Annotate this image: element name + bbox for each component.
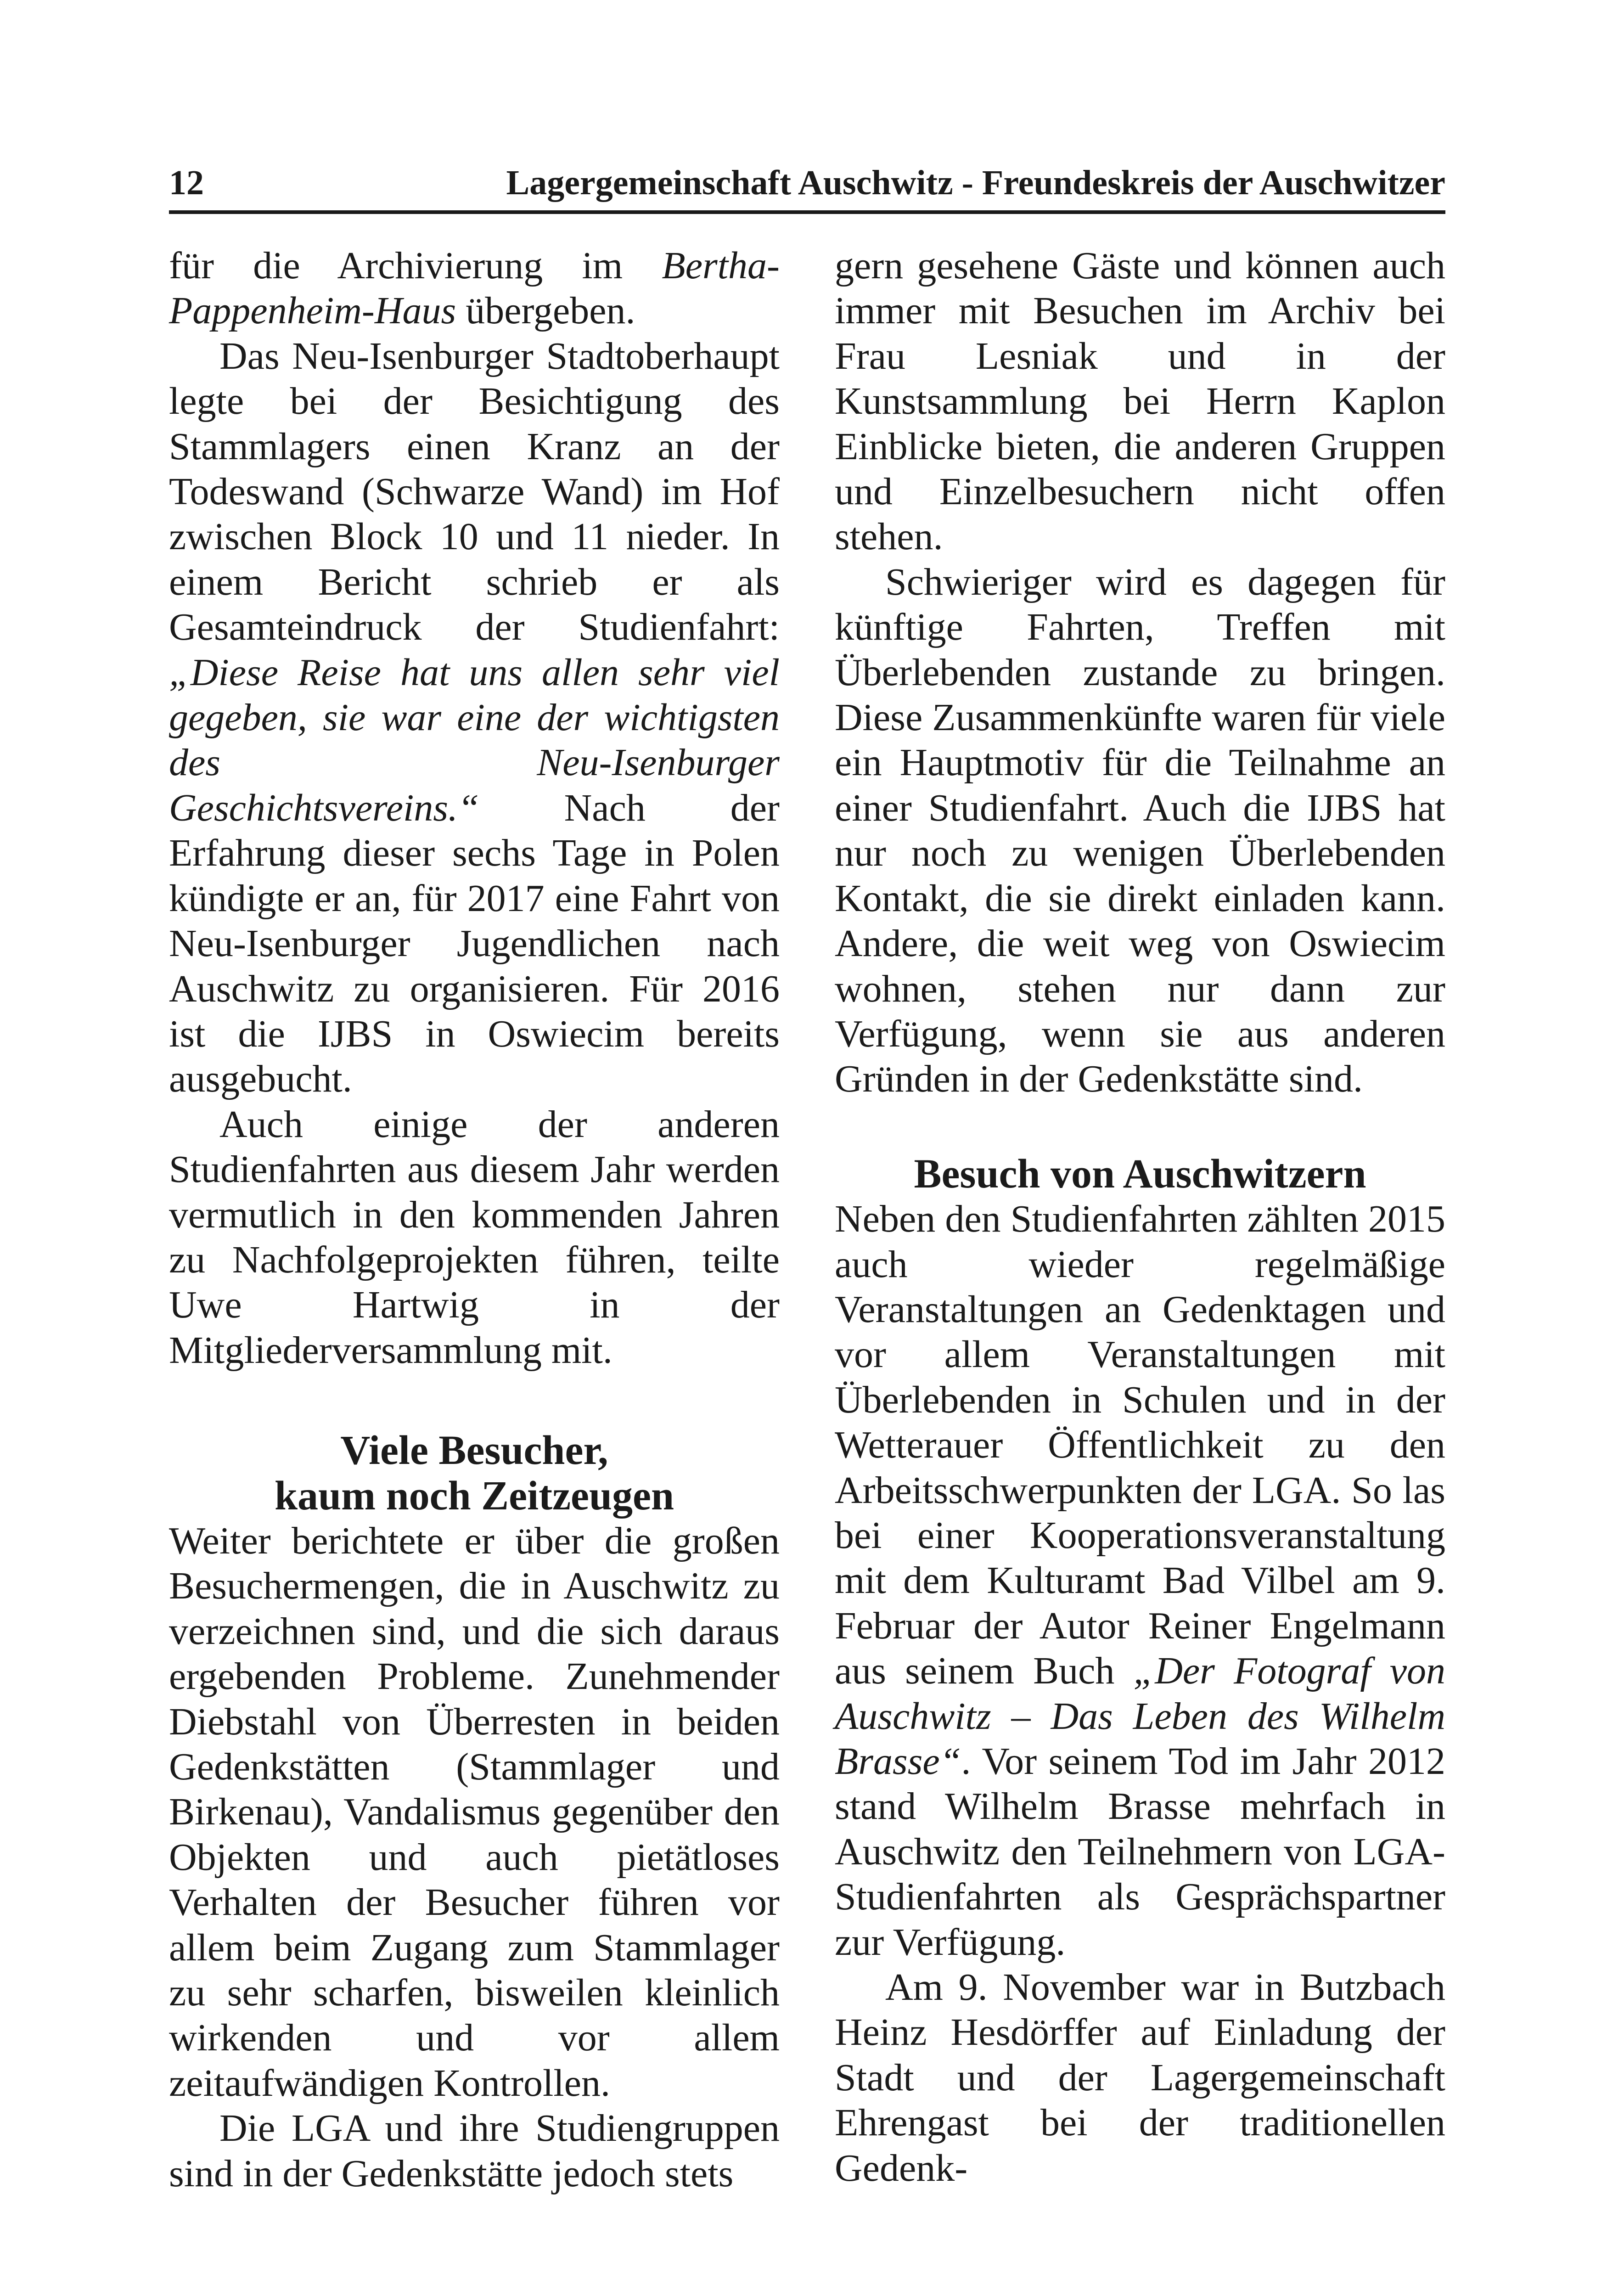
paragraph: Auch einige der anderen Studienfahrten aus diesem Jahr werden vermutlich in den kommenden Jahren zu Nachfolgeprojekten führen, teilte Uwe Hartwig in der Mitgliederversammlung mit. [169, 1103, 780, 1372]
section-heading: Besuch von Auschwitzern [914, 1151, 1366, 1197]
page-header [169, 155, 1445, 214]
paragraph-text: übergeben. [456, 289, 635, 332]
paragraph-text: Das Neu-Isenburger Stadtoberhaupt legte bei der Besichtigung des Stammlagers einen Kranz an der Todeswand (Schwarze Wand) im Hof zwischen Block 10 und 11 nieder. In einem Bericht schrieb er als Gesamteindruck der Studienfahrt: [169, 334, 780, 649]
paragraph [169, 243, 780, 334]
italic-text: Bertha-Pappenheim-Haus [169, 244, 780, 332]
running-title: Lagergemeinschaft Auschwitz - Freundeskreis der Auschwitzer [506, 163, 1445, 202]
paragraph [169, 334, 780, 1102]
paragraph [835, 1197, 1445, 1965]
left-column [169, 243, 780, 2196]
quote-text: „Diese Reise hat uns allen sehr viel gegeben, sie war eine der wichtigsten des Neu-Isenburger Geschichtsvereins.“ [169, 651, 780, 829]
book-title: „Der Fotograf von Auschwitz – Das Leben des Wilhelm Brasse“ [835, 1649, 1445, 1783]
paragraph: Am 9. November war in Butzbach Heinz Hesdörffer auf Einladung der Stadt und der Lagergemeinschaft Ehrengast bei der traditionellen Gedenk- [835, 1966, 1445, 2189]
page-number: 12 [169, 163, 204, 202]
paragraph: Schwieriger wird es dagegen für künftige Fahrten, Treffen mit Überlebenden zustande zu bringen. Diese Zusammenkünfte waren für viele ein Hauptmotiv für die Teilnahme an einer Studienfahrt. Auch die IJBS hat nur noch zu wenigen Überlebenden Kontakt, die sie direkt einladen kann. Andere, die weit weg von Oswiecim wohnen, stehen nur dann zur Verfügung, wenn sie aus anderen Gründen in der Gedenkstätte sind. [835, 560, 1445, 1101]
paragraph-text: für die Archivierung im [169, 244, 662, 287]
paragraph: gern gesehene Gäste und können auch immer mit Besuchen im Archiv bei Frau Lesniak und in der Kunstsammlung bei Herrn Kaplon Einblicke bieten, die anderen Gruppen und Einzelbesuchern nicht offen stehen. [835, 244, 1445, 558]
section-heading [169, 1428, 780, 1519]
paragraph-text: . Vor seinem Tod im Jahr 2012 stand Wilhelm Brasse mehrfach in Auschwitz den Teilnehmern von LGA-Studienfahrten als Gesprächspartner zur Verfügung. [835, 1740, 1445, 1964]
paragraph: Weiter berichtete er über die großen Besuchermengen, die in Auschwitz zu verzeichnen sind, und die sich daraus ergebenden Probleme. Zunehmender Diebstahl von Überresten in beiden Gedenkstätten (Stammlager und Birkenau), Vandalismus gegenüber den Objekten und auch pietätloses Verhalten der Besucher führen vor allem beim Zugang zum Stammlager zu sehr scharfen, bisweilen kleinlich wirkenden und vor allem zeitaufwändigen Kontrollen. [169, 1519, 780, 2105]
section-heading-line: Viele Besucher, [340, 1428, 608, 1474]
right-column [835, 243, 1445, 2191]
paragraph: Die LGA und ihre Studiengruppen sind in der Gedenkstätte jedoch stets [169, 2107, 780, 2195]
section-heading-line: kaum noch Zeitzeugen [274, 1473, 674, 1519]
paragraph-text: Nach der Erfahrung dieser sechs Tage in Polen kündigte er an, für 2017 eine Fahrt von Neu-Isenburger Jugendlichen nach Auschwitz zu organisieren. Für 2016 ist die IJBS in Oswiecim bereits ausgebucht. [169, 786, 780, 1101]
paragraph-text: Neben den Studienfahrten zählten 2015 auch wieder regelmäßige Veranstaltungen an Gedenktagen und vor allem Veranstaltungen mit Überlebenden in Schulen und in der Wetterauer Öffentlichkeit zu den Arbeitsschwerpunkten der LGA. So las bei einer Kooperationsveranstaltung mit dem Kulturamt Bad Vilbel am 9. Februar der Autor Reiner Engelmann aus seinem Buch [835, 1198, 1445, 1693]
